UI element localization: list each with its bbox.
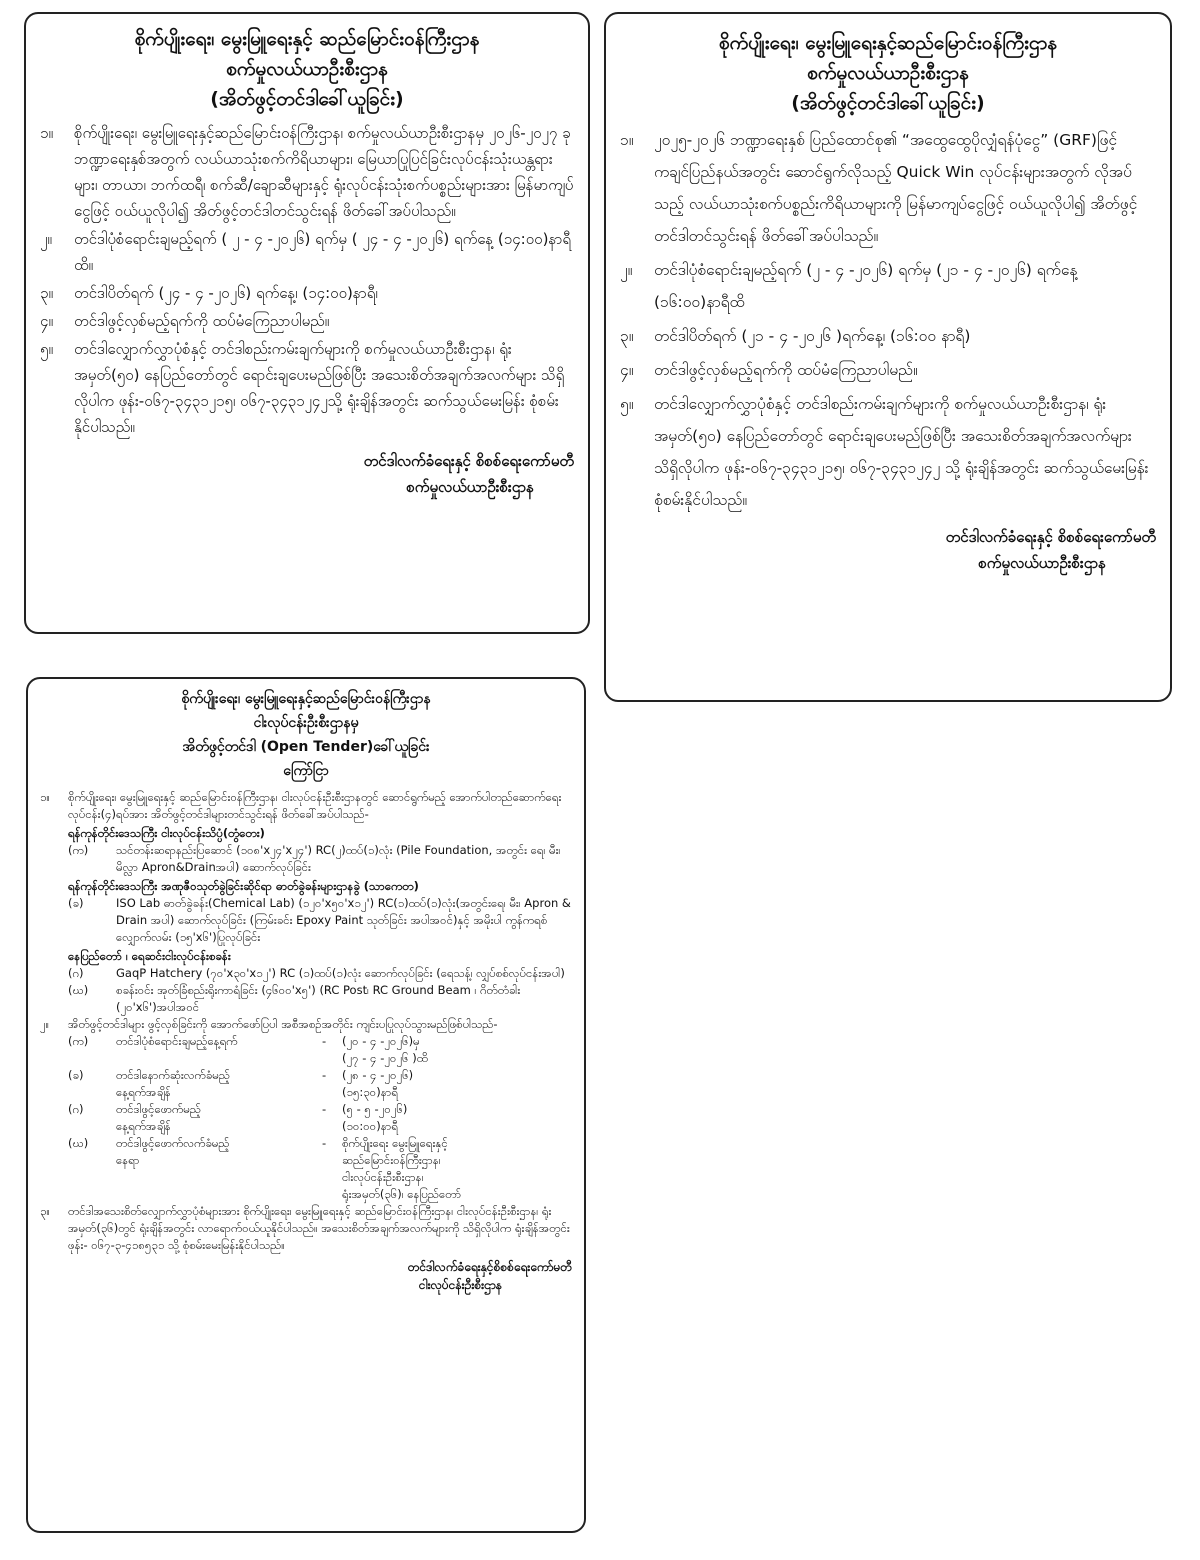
section-heading: ရန်ကုန်တိုင်းဒေသကြီး အဏုဇီဝသုတ်ခွဲခြင်းဆိုင်ရာ ဓာတ်ခွဲခန်းများဌာနခွဲ (သာကေတ) — [68, 879, 419, 893]
notice-type-title: (အိတ်ဖွင့်တင်ဒါခေါ်ယူခြင်း) — [210, 88, 404, 110]
schedule-row — [68, 1135, 572, 1203]
schedule-label — [116, 1101, 322, 1135]
schedule-value-line: (၂၈ - ၄ -၂၀၂၆) — [342, 1068, 414, 1082]
schedule-label — [116, 1135, 322, 1203]
work-item-letter: (ဃ) — [68, 983, 89, 997]
schedule-value-line: (၂၀ - ၄ -၂၀၂၆)မှ — [342, 1034, 420, 1048]
schedule-label-line: တင်ဒါနောက်ဆုံးလက်ခံမည့် — [116, 1068, 230, 1082]
signature-block — [40, 1258, 572, 1294]
announcement-label: ကြော်ငြာ — [283, 763, 329, 779]
schedule-label — [116, 1067, 322, 1101]
work-item-text: သင်တန်းဆရာနည်းပြဆောင် (၁၀၈'x၂၄'x၂၄') RC(၂)ထပ်(၁)လုံး (Pile Foundation, အတွင်း ရေ၊ မီး၊ မိလ္လာ Apron&Drainအပါ) ဆောက်လုပ်ခြင်း — [116, 843, 561, 874]
schedule-label: တင်ဒါပုံစံရောင်းချမည့်နေ့ရက် — [116, 1034, 238, 1048]
signing-department: စက်မှုလယ်ယာဦးစီးဌာန — [406, 478, 534, 496]
paragraph-number: ၂။ — [40, 1017, 50, 1031]
department-title: စက်မှုလယ်ယာဦးစီးဌာန — [226, 58, 388, 80]
notice-item — [40, 308, 574, 334]
item-text: တင်ဒါပိတ်ရက် (၂၁ - ၄ -၂၀၂၆ )ရက်နေ့၊ (၁၆:၀၀ နာရီ) — [654, 327, 971, 345]
work-item-text: GaqP Hatchery (၇၀'x၃၀'x၁၂') RC (၁)ထပ်(၁)လုံး ဆောက်လုပ်ခြင်း (ရေသန့်၊ လျှပ်စစ်လုပ်ငန်းအပါ) — [116, 966, 565, 980]
schedule-row — [68, 1101, 572, 1135]
schedule-letter: (ခ) — [68, 1068, 84, 1082]
schedule-value-line: (၅ - ၅ -၂၀၂၆) — [342, 1102, 408, 1116]
notice-item — [40, 280, 574, 306]
signature-block — [620, 524, 1156, 576]
schedule-dash: - — [322, 1068, 327, 1082]
schedule-label-line: တင်ဒါဖွင့်ဖောက်လက်ခံမည့် — [116, 1136, 230, 1150]
schedule-value — [342, 1067, 572, 1101]
item-number: ၁။ — [40, 124, 53, 142]
notice-items — [40, 120, 574, 440]
schedule-label-line: နေရာ — [116, 1153, 140, 1167]
notice-item — [620, 320, 1156, 352]
paragraph-text: စိုက်ပျိုးရေး၊ မွေးမြူရေးနှင့် ဆည်မြောင်းဝန်ကြီးဌာန၊ ငါးလုပ်ငန်းဦးစီးဌာနတွင် ဆောင်ရွက်မည့် အောက်ပါတည်ဆောက်ရေးလုပ်ငန်း(၄)ရပ်အား အိတ်ဖွင့်တင်ဒါများတင်သွင်းရန် ဖိတ်ခေါ်အပ်ပါသည်- — [68, 790, 562, 821]
schedule-value-line: (၂၇ - ၄ -၂၀၂၆ )ထိ — [342, 1051, 428, 1065]
tender-schedule — [68, 1033, 572, 1203]
schedule-dash: - — [322, 1136, 327, 1150]
schedule-dash: - — [322, 1102, 327, 1116]
notice-header — [40, 687, 572, 783]
work-item — [68, 895, 572, 946]
schedule-value — [342, 1135, 572, 1203]
committee-name: တင်ဒါလက်ခံရေးနှင့်စိစစ်ရေးကော်မတီ — [407, 1260, 572, 1274]
paragraph-text: တင်ဒါအသေးစိတ်လျှောက်လွှာပုံစံများအား စိုက်ပျိုးရေး၊ မွေးမြူရေးနှင့် ဆည်မြောင်းဝန်ကြီးဌာန၊ ငါးလုပ်ငန်းဦးစီးဌာန၊ ရုံးအမှတ်(၃၆)တွင် ရုံးချိန်အတွင်း လာရောက်ဝယ်ယူနိုင်ပါသည်။ အသေးစိတ်အချက်အလက်များကို သိရှိလိုပါက ရုံးချိန်အတွင်း ဖုန်း- ၀၆၇-၃-၄၁၈၅၃၁ သို့ စုံစမ်းမေးမြန်းနိုင်ပါသည်။ — [68, 1204, 570, 1252]
paragraph-text: အိတ်ဖွင့်တင်ဒါများ ဖွင့်လှစ်ခြင်းကို အောက်ဖော်ပြပါ အစီအစဉ်အတိုင်း ကျင်းပပြုလုပ်သွားမည်ဖြစ်ပါသည်- — [68, 1017, 498, 1031]
item-text: တင်ဒါပုံစံရောင်းချမည့်ရက် ( ၂ - ၄ -၂၀၂၆) ရက်မှ ( ၂၄ - ၄ -၂၀၂၆) ရက်နေ့ (၁၄:၀၀)နာရီထိ။ — [74, 230, 571, 274]
work-item-text: စခန်းဝင်း အုတ်ခြံစည်းရိုးကာရံခြင်း (၄၆၀၀'x၅') (RC Post၊ RC Ground Beam ၊ ဂိတ်တံခါး (၂၀'x၆')အပါအဝင် — [116, 983, 521, 1014]
notice-header — [40, 24, 574, 114]
work-item-text: ISO Lab ဓာတ်ခွဲခန်း(Chemical Lab) (၁၂၀'x၅၀'x၁၂') RC(၁)ထပ်(၁)လုံး(အတွင်းရေ၊ မီး၊ Apron & Drain အပါ) ဆောက်လုပ်ခြင်း (ကြမ်းခင်း Epoxy Paint သုတ်ခြင်း အပါအဝင်)နှင့် အမိုးပါ ကွန်ကရစ်လျှောက်လမ်း (၁၅'x၆')ပြုလုပ်ခြင်း — [116, 896, 571, 944]
item-number: ၅။ — [620, 395, 634, 413]
tender-notice-agri-mechanization-1 — [24, 12, 590, 634]
notice-item — [40, 336, 574, 440]
schedule-row — [68, 1067, 572, 1101]
item-number: ၃။ — [620, 327, 634, 345]
item-number: ၄။ — [40, 312, 53, 330]
department-title: စက်မှုလယ်ယာဦးစီးဌာန — [807, 62, 969, 84]
work-item-letter: (ခ) — [68, 896, 84, 910]
item-number: ၅။ — [40, 340, 53, 358]
item-text: တင်ဒါလျှောက်လွှာပုံစံနှင့် တင်ဒါစည်းကမ်းချက်များကို စက်မှုလယ်ယာဦးစီးဌာန၊ ရုံးအမှတ်(၅၀) နေပြည်တော်တွင် ရောင်းချပေးမည်ဖြစ်ပြီး အသေးစိတ်အချက်အလက်များ သိရှိလိုပါက ဖုန်း-၀၆၇-၃၄၃၁၂၁၅၊ ၀၆၇-၃၄၃၁၂၄၂သို့ ရုံးချိန်အတွင်း ဆက်သွယ်မေးမြန်း စုံစမ်းနိုင်ပါသည်။ — [74, 340, 565, 436]
ministry-title: စိုက်ပျိုးရေး၊ မွေးမြူရေးနှင့်ဆည်မြောင်းဝန်ကြီးဌာန — [181, 691, 431, 707]
schedule-label-line: တင်ဒါဖွင့်ဖောက်မည့် — [116, 1102, 201, 1116]
item-text: ၂၀၂၅-၂၀၂၆ ဘဏ္ဍာရေးနှစ် ပြည်ထောင်စု၏ “အထွေထွေပိုလျှံရန်ပုံငွေ” (GRF)ဖြင့် ကချင်ပြည်နယ်အတွင်း ဆောင်ရွက်လိုသည့် Quick Win လုပ်ငန်းများအတွက် လိုအပ်သည့် လယ်ယာသုံးစက်ပစ္စည်းကိရိယာများကို မြန်မာကျပ်ငွေဖြင့် ဝယ်ယူလိုပါ၍ အိတ်ဖွင့်တင်ဒါတင်သွင်းရန် ဖိတ်ခေါ်အပ်ပါသည်။ — [654, 131, 1138, 245]
item-number: ၄။ — [620, 361, 634, 379]
committee-name: တင်ဒါလက်ခံရေးနှင့် စိစစ်ရေးကော်မတီ — [945, 528, 1156, 546]
item-text: တင်ဒါလျှောက်လွှာပုံစံနှင့် တင်ဒါစည်းကမ်းချက်များကို စက်မှုလယ်ယာဦးစီးဌာန၊ ရုံးအမှတ်(၅၀) နေပြည်တော်တွင် ရောင်းချပေးမည်ဖြစ်ပြီး အသေးစိတ်အချက်အလက်များ သိရှိလိုပါက ဖုန်း-၀၆၇-၃၄၃၁၂၁၅၊ ၀၆၇-၃၄၃၁၂၄၂ သို့ ရုံးချိန်အတွင်း ဆက်သွယ်မေးမြန်း စုံစမ်းနိုင်ပါသည်။ — [654, 395, 1149, 509]
schedule-value-line: ဆည်မြောင်းဝန်ကြီးဌာန၊ — [342, 1153, 441, 1167]
schedule-dash: - — [322, 1034, 327, 1048]
notice-item — [620, 254, 1156, 318]
paragraph — [40, 1203, 572, 1254]
item-text: စိုက်ပျိုးရေး၊ မွေးမြူရေးနှင့်ဆည်မြောင်းဝန်ကြီးဌာန၊ စက်မှုလယ်ယာဦးစီးဌာနမှ ၂၀၂၆-၂၀၂၇ ခု ဘဏ္ဍာရေးနှစ်အတွက် လယ်ယာသုံးစက်ကိရိယာများ၊ မြေယာပြုပြင်ခြင်းလုပ်ငန်းသုံးယန္တရားများ၊ တာယာ၊ ဘက်ထရီ၊ စက်ဆီ/ချောဆီများနှင့် ရုံးလုပ်ငန်းသုံးစက်ပစ္စည်းများအား မြန်မာကျပ်ငွေဖြင့် ဝယ်ယူလိုပါ၍ အိတ်ဖွင့်တင်ဒါတင်သွင်းရန် ဖိတ်ခေါ်အပ်ပါသည်။ — [74, 124, 574, 220]
work-item — [68, 842, 572, 876]
schedule-value — [342, 1101, 572, 1135]
notice-header — [620, 28, 1156, 118]
item-number: ၃။ — [40, 284, 53, 302]
paragraph — [40, 789, 572, 823]
notice-item — [620, 124, 1156, 252]
schedule-letter: (ဂ) — [68, 1102, 84, 1116]
notice-type-title: (အိတ်ဖွင့်တင်ဒါခေါ်ယူခြင်း) — [791, 92, 985, 114]
notice-body — [40, 789, 572, 1254]
notice-item — [620, 354, 1156, 386]
item-text: တင်ဒါပိတ်ရက် (၂၄ - ၄ -၂၀၂၆) ရက်နေ့၊ (၁၄:၀၀)နာရီ၊ — [74, 284, 378, 302]
schedule-value-line: (၁၅:၃၀)နာရီ — [342, 1085, 399, 1099]
notice-item — [620, 388, 1156, 516]
work-item — [68, 982, 572, 1016]
schedule-value — [342, 1033, 572, 1067]
schedule-letter: (က) — [68, 1034, 89, 1048]
work-item-letter: (ဂ) — [68, 966, 84, 980]
schedule-label-line: နေ့ရက်အချိန် — [116, 1119, 171, 1133]
signing-department: ငါးလုပ်ငန်းဦးစီးဌာန — [418, 1278, 502, 1292]
item-text: တင်ဒါဖွင့်လှစ်မည့်ရက်ကို ထပ်မံကြေညာပါမည်။ — [74, 312, 330, 330]
item-text: တင်ဒါဖွင့်လှစ်မည့်ရက်ကို ထပ်မံကြေညာပါမည်။ — [654, 361, 918, 379]
paragraph-number: ၁။ — [40, 790, 50, 804]
schedule-row — [68, 1033, 572, 1067]
notice-item — [40, 226, 574, 278]
schedule-letter: (ဃ) — [68, 1136, 89, 1150]
paragraph — [40, 1016, 572, 1033]
ministry-title: စိုက်ပျိုးရေး၊ မွေးမြူရေးနှင့်ဆည်မြောင်းဝန်ကြီးဌာန — [718, 32, 1058, 54]
signing-department: စက်မှုလယ်ယာဦးစီးဌာန — [978, 554, 1106, 572]
section-heading: ရန်ကုန်တိုင်းဒေသကြီး ငါးလုပ်ငန်းသိပ္ပံ(တွံတေး) — [68, 826, 265, 840]
item-number: ၂။ — [40, 230, 52, 248]
notice-items — [620, 124, 1156, 516]
schedule-value-line: (၁၀:၀၀)နာရီ — [342, 1119, 399, 1133]
schedule-label-line: နေ့ရက်အချိန် — [116, 1085, 171, 1099]
work-item — [68, 965, 572, 982]
committee-name: တင်ဒါလက်ခံရေးနှင့် စိစစ်ရေးကော်မတီ — [363, 452, 574, 470]
section-heading: နေပြည်တော် ၊ ရေဆင်းငါးလုပ်ငန်းစခန်း — [68, 949, 231, 963]
schedule-value-line: စိုက်ပျိုးရေး မွေးမြူရေးနှင့် — [342, 1136, 448, 1150]
ministry-title: စိုက်ပျိုးရေး၊ မွေးမြူရေးနှင့် ဆည်မြောင်းဝန်ကြီးဌာန — [134, 28, 480, 50]
schedule-value-line: ရုံးအမှတ်(၃၆)၊ နေပြည်တော် — [342, 1187, 462, 1201]
item-number: ၁။ — [620, 131, 634, 149]
item-text: တင်ဒါပုံစံရောင်းချမည့်ရက် (၂ - ၄ -၂၀၂၆) ရက်မှ (၂၁ - ၄ -၂၀၂၆) ရက်နေ့ (၁၆:၀၀)နာရီထိ — [654, 261, 1078, 311]
tender-notice-agri-mechanization-2 — [604, 12, 1172, 702]
paragraph-number: ၃။ — [40, 1204, 50, 1218]
signature-block — [40, 448, 574, 500]
work-item-letter: (က) — [68, 843, 89, 857]
notice-type-title: အိတ်ဖွင့်တင်ဒါ (Open Tender)ခေါ်ယူခြင်း — [182, 739, 430, 755]
tender-notice-fisheries — [26, 677, 586, 1533]
department-title: ငါးလုပ်ငန်းဦးစီးဌာနမှ — [253, 715, 359, 731]
schedule-value-line: ငါးလုပ်ငန်းဦးစီးဌာန၊ — [342, 1170, 424, 1184]
notice-item — [40, 120, 574, 224]
item-number: ၂။ — [620, 261, 633, 279]
